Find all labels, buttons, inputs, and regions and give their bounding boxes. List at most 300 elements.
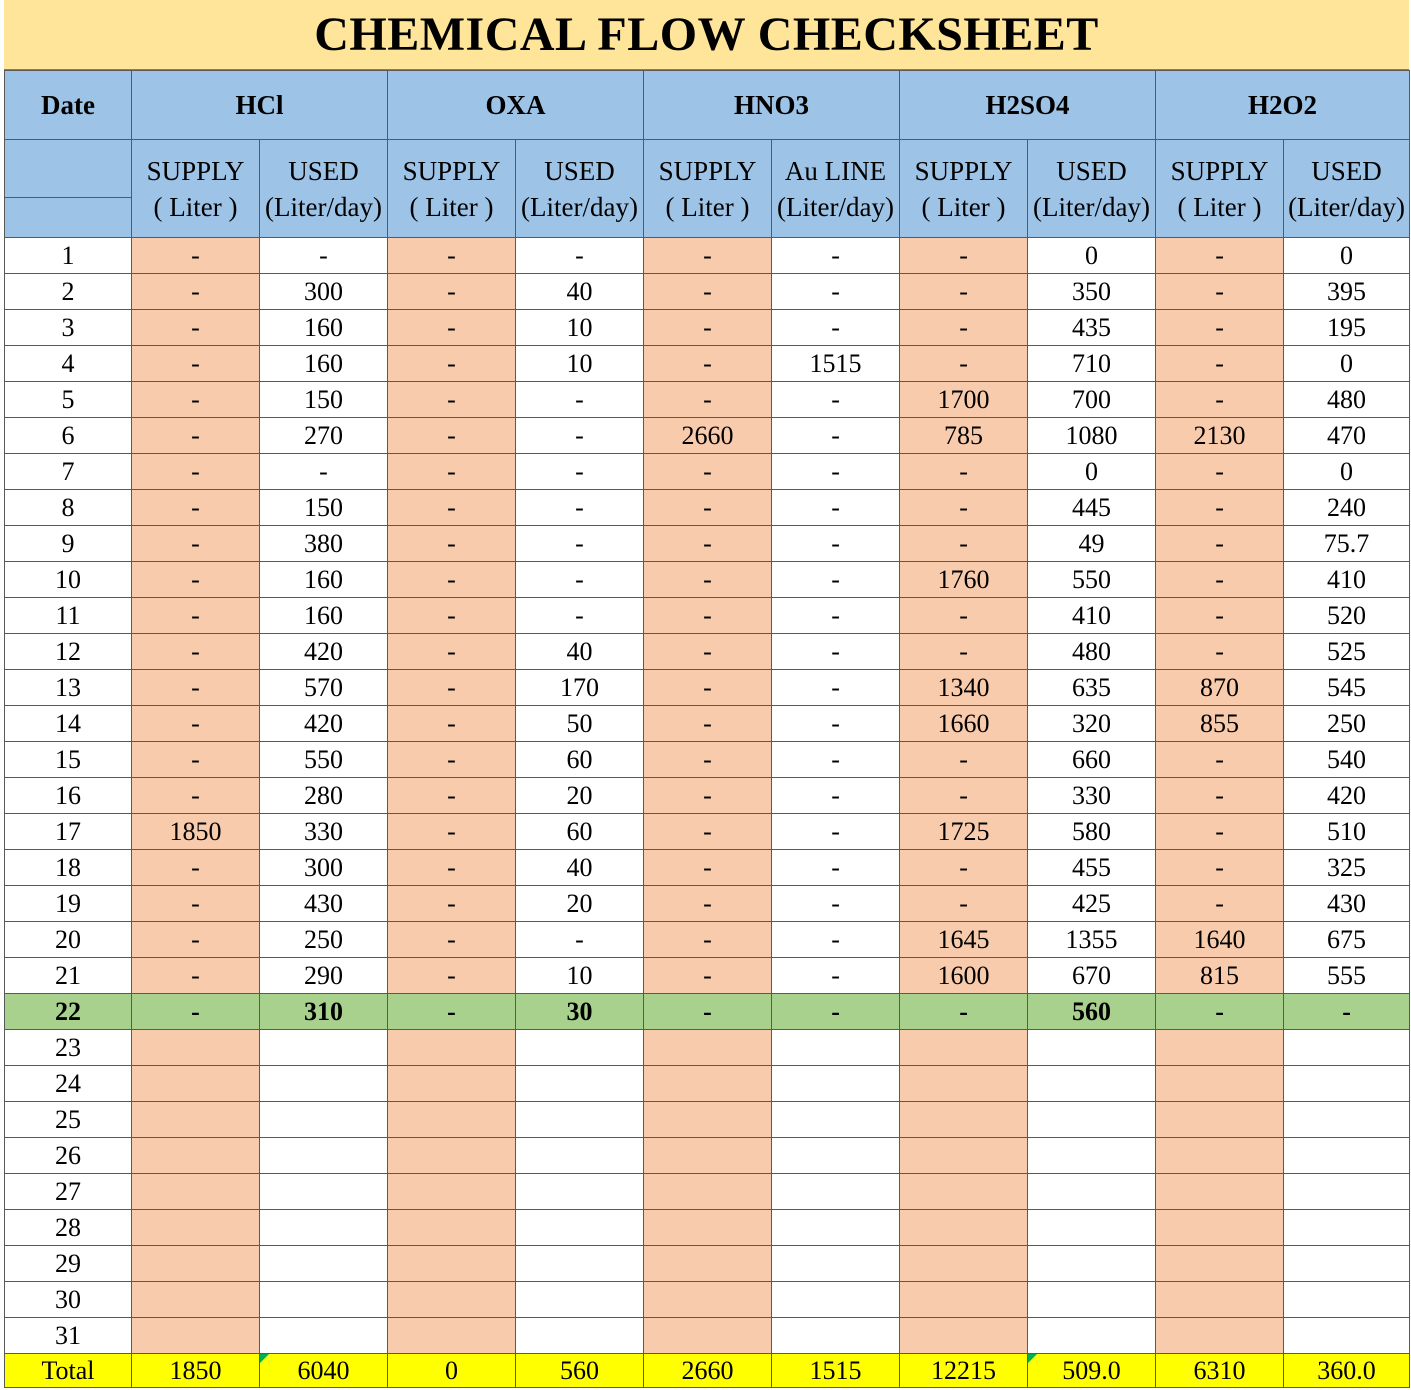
used-cell[interactable] xyxy=(1028,1174,1156,1210)
supply-cell[interactable] xyxy=(132,1282,260,1318)
column-header-1[interactable] xyxy=(260,140,388,238)
used-cell[interactable]: - xyxy=(516,382,644,418)
used-cell[interactable]: 545 xyxy=(1284,670,1410,706)
used-cell[interactable] xyxy=(772,1066,900,1102)
used-cell[interactable]: 330 xyxy=(1028,778,1156,814)
used-cell[interactable]: - xyxy=(772,886,900,922)
used-cell[interactable] xyxy=(772,1282,900,1318)
date-cell[interactable]: 1 xyxy=(5,238,132,274)
used-cell[interactable]: 520 xyxy=(1284,598,1410,634)
supply-cell[interactable] xyxy=(644,1318,772,1354)
supply-cell[interactable] xyxy=(900,1174,1028,1210)
used-cell[interactable]: 0 xyxy=(1284,238,1410,274)
used-cell[interactable]: - xyxy=(772,418,900,454)
supply-cell[interactable]: - xyxy=(644,814,772,850)
supply-cell[interactable] xyxy=(132,1246,260,1282)
supply-cell[interactable]: - xyxy=(1156,526,1284,562)
used-cell[interactable]: 40 xyxy=(516,634,644,670)
used-cell[interactable]: - xyxy=(772,994,900,1030)
supply-cell[interactable] xyxy=(1156,1030,1284,1066)
supply-cell[interactable]: - xyxy=(388,706,516,742)
used-cell[interactable] xyxy=(260,1246,388,1282)
supply-cell[interactable]: - xyxy=(388,562,516,598)
used-cell[interactable]: - xyxy=(772,670,900,706)
used-cell[interactable]: 670 xyxy=(1028,958,1156,994)
supply-cell[interactable]: - xyxy=(132,670,260,706)
used-cell[interactable]: 20 xyxy=(516,886,644,922)
supply-cell[interactable] xyxy=(388,1246,516,1282)
supply-cell[interactable]: 870 xyxy=(1156,670,1284,706)
supply-cell[interactable] xyxy=(388,1030,516,1066)
used-cell[interactable]: - xyxy=(516,526,644,562)
used-cell[interactable]: - xyxy=(772,598,900,634)
used-cell[interactable] xyxy=(1028,1138,1156,1174)
supply-cell[interactable]: 785 xyxy=(900,418,1028,454)
used-cell[interactable]: 430 xyxy=(260,886,388,922)
supply-cell[interactable]: - xyxy=(132,598,260,634)
used-cell[interactable]: - xyxy=(1284,994,1410,1030)
date-cell[interactable]: 19 xyxy=(5,886,132,922)
chemical-header-h2o2[interactable]: H2O2 xyxy=(1156,71,1410,140)
supply-cell[interactable]: - xyxy=(644,742,772,778)
used-cell[interactable]: 480 xyxy=(1284,382,1410,418)
date-cell[interactable]: 25 xyxy=(5,1102,132,1138)
used-cell[interactable]: 470 xyxy=(1284,418,1410,454)
used-cell[interactable] xyxy=(260,1066,388,1102)
date-cell[interactable]: 11 xyxy=(5,598,132,634)
supply-cell[interactable]: - xyxy=(388,670,516,706)
used-cell[interactable] xyxy=(1284,1210,1410,1246)
supply-cell[interactable]: 1640 xyxy=(1156,922,1284,958)
supply-cell[interactable]: - xyxy=(900,490,1028,526)
used-cell[interactable] xyxy=(772,1102,900,1138)
supply-cell[interactable]: - xyxy=(900,598,1028,634)
used-cell[interactable]: - xyxy=(772,814,900,850)
used-cell[interactable]: 160 xyxy=(260,310,388,346)
chemical-header-hno3[interactable]: HNO3 xyxy=(644,71,900,140)
used-cell[interactable] xyxy=(516,1210,644,1246)
used-cell[interactable]: 675 xyxy=(1284,922,1410,958)
supply-cell[interactable] xyxy=(132,1066,260,1102)
date-cell[interactable]: 2 xyxy=(5,274,132,310)
date-header[interactable]: Date xyxy=(5,71,132,140)
used-cell[interactable]: 330 xyxy=(260,814,388,850)
supply-cell[interactable]: - xyxy=(900,526,1028,562)
supply-cell[interactable] xyxy=(132,1318,260,1354)
column-header-9[interactable] xyxy=(1284,140,1410,238)
used-cell[interactable] xyxy=(1284,1138,1410,1174)
supply-cell[interactable]: - xyxy=(900,310,1028,346)
used-cell[interactable]: 480 xyxy=(1028,634,1156,670)
supply-cell[interactable]: - xyxy=(900,994,1028,1030)
supply-cell[interactable] xyxy=(1156,1246,1284,1282)
used-cell[interactable]: 710 xyxy=(1028,346,1156,382)
supply-cell[interactable] xyxy=(388,1282,516,1318)
supply-cell[interactable]: - xyxy=(388,742,516,778)
supply-cell[interactable]: - xyxy=(644,346,772,382)
supply-cell[interactable]: - xyxy=(644,238,772,274)
supply-cell[interactable] xyxy=(900,1102,1028,1138)
supply-cell[interactable]: 1760 xyxy=(900,562,1028,598)
used-cell[interactable]: 75.7 xyxy=(1284,526,1410,562)
supply-cell[interactable]: - xyxy=(132,634,260,670)
total-cell[interactable]: 12215 xyxy=(900,1354,1028,1388)
supply-cell[interactable]: - xyxy=(644,598,772,634)
used-cell[interactable]: - xyxy=(772,850,900,886)
used-cell[interactable]: 290 xyxy=(260,958,388,994)
column-header-2[interactable] xyxy=(388,140,516,238)
supply-cell[interactable]: 1600 xyxy=(900,958,1028,994)
supply-cell[interactable]: - xyxy=(644,958,772,994)
used-cell[interactable]: - xyxy=(772,490,900,526)
total-cell[interactable]: 6310 xyxy=(1156,1354,1284,1388)
used-cell[interactable]: - xyxy=(260,238,388,274)
date-cell[interactable]: 4 xyxy=(5,346,132,382)
used-cell[interactable]: - xyxy=(772,310,900,346)
supply-cell[interactable]: - xyxy=(900,850,1028,886)
date-cell[interactable]: 15 xyxy=(5,742,132,778)
supply-cell[interactable]: - xyxy=(132,274,260,310)
supply-cell[interactable]: - xyxy=(388,958,516,994)
supply-cell[interactable] xyxy=(1156,1174,1284,1210)
supply-cell[interactable]: - xyxy=(132,994,260,1030)
total-cell[interactable]: 1515 xyxy=(772,1354,900,1388)
used-cell[interactable] xyxy=(516,1066,644,1102)
supply-cell[interactable]: - xyxy=(388,490,516,526)
supply-cell[interactable] xyxy=(644,1282,772,1318)
total-cell[interactable]: 560 xyxy=(516,1354,644,1388)
supply-cell[interactable]: 2130 xyxy=(1156,418,1284,454)
used-cell[interactable] xyxy=(1284,1066,1410,1102)
date-cell[interactable]: 9 xyxy=(5,526,132,562)
supply-cell[interactable] xyxy=(1156,1318,1284,1354)
supply-cell[interactable]: - xyxy=(1156,742,1284,778)
supply-cell[interactable]: - xyxy=(388,778,516,814)
date-cell[interactable]: 16 xyxy=(5,778,132,814)
supply-cell[interactable] xyxy=(644,1138,772,1174)
supply-cell[interactable]: - xyxy=(644,850,772,886)
used-cell[interactable] xyxy=(772,1030,900,1066)
supply-cell[interactable] xyxy=(900,1318,1028,1354)
used-cell[interactable]: - xyxy=(772,778,900,814)
supply-cell[interactable]: - xyxy=(132,850,260,886)
supply-cell[interactable]: - xyxy=(644,706,772,742)
used-cell[interactable] xyxy=(1284,1246,1410,1282)
supply-cell[interactable] xyxy=(388,1138,516,1174)
used-cell[interactable]: 560 xyxy=(1028,994,1156,1030)
used-cell[interactable]: 60 xyxy=(516,814,644,850)
date-cell[interactable]: 22 xyxy=(5,994,132,1030)
supply-cell[interactable]: - xyxy=(644,778,772,814)
supply-cell[interactable]: - xyxy=(644,922,772,958)
used-cell[interactable]: 40 xyxy=(516,274,644,310)
supply-cell[interactable]: - xyxy=(388,346,516,382)
date-cell[interactable]: 3 xyxy=(5,310,132,346)
supply-cell[interactable]: - xyxy=(388,814,516,850)
supply-cell[interactable]: - xyxy=(388,634,516,670)
supply-cell[interactable]: - xyxy=(132,238,260,274)
supply-cell[interactable]: - xyxy=(900,238,1028,274)
used-cell[interactable]: 550 xyxy=(1028,562,1156,598)
column-header-8[interactable] xyxy=(1156,140,1284,238)
supply-cell[interactable]: - xyxy=(1156,274,1284,310)
supply-cell[interactable] xyxy=(132,1210,260,1246)
used-cell[interactable]: 60 xyxy=(516,742,644,778)
used-cell[interactable]: 325 xyxy=(1284,850,1410,886)
total-cell[interactable]: 360.0 xyxy=(1284,1354,1410,1388)
column-header-4[interactable] xyxy=(644,140,772,238)
date-cell[interactable]: 27 xyxy=(5,1174,132,1210)
supply-cell[interactable] xyxy=(900,1210,1028,1246)
total-cell[interactable] xyxy=(1028,1354,1156,1388)
used-cell[interactable] xyxy=(1028,1246,1156,1282)
supply-cell[interactable] xyxy=(132,1030,260,1066)
used-cell[interactable]: - xyxy=(772,454,900,490)
date-cell[interactable]: 8 xyxy=(5,490,132,526)
used-cell[interactable]: 540 xyxy=(1284,742,1410,778)
date-cell[interactable]: 29 xyxy=(5,1246,132,1282)
used-cell[interactable]: - xyxy=(772,238,900,274)
date-cell[interactable]: 23 xyxy=(5,1030,132,1066)
supply-cell[interactable] xyxy=(1156,1282,1284,1318)
used-cell[interactable] xyxy=(516,1318,644,1354)
supply-cell[interactable]: 1725 xyxy=(900,814,1028,850)
date-cell[interactable]: 20 xyxy=(5,922,132,958)
used-cell[interactable]: 250 xyxy=(1284,706,1410,742)
used-cell[interactable]: 455 xyxy=(1028,850,1156,886)
used-cell[interactable]: 555 xyxy=(1284,958,1410,994)
used-cell[interactable]: 350 xyxy=(1028,274,1156,310)
supply-cell[interactable]: - xyxy=(1156,778,1284,814)
used-cell[interactable] xyxy=(260,1030,388,1066)
date-cell[interactable]: 24 xyxy=(5,1066,132,1102)
supply-cell[interactable]: - xyxy=(1156,886,1284,922)
date-subheader-cell[interactable] xyxy=(5,140,132,238)
supply-cell[interactable]: - xyxy=(644,490,772,526)
used-cell[interactable] xyxy=(1028,1210,1156,1246)
used-cell[interactable]: 1080 xyxy=(1028,418,1156,454)
chemical-header-h2so4[interactable]: H2SO4 xyxy=(900,71,1156,140)
supply-cell[interactable]: - xyxy=(132,454,260,490)
total-cell[interactable]: 2660 xyxy=(644,1354,772,1388)
used-cell[interactable]: 410 xyxy=(1284,562,1410,598)
used-cell[interactable]: 410 xyxy=(1028,598,1156,634)
used-cell[interactable]: 10 xyxy=(516,958,644,994)
supply-cell[interactable]: - xyxy=(132,958,260,994)
used-cell[interactable]: 320 xyxy=(1028,706,1156,742)
supply-cell[interactable]: - xyxy=(388,598,516,634)
used-cell[interactable]: 10 xyxy=(516,346,644,382)
supply-cell[interactable]: - xyxy=(132,922,260,958)
used-cell[interactable] xyxy=(516,1102,644,1138)
used-cell[interactable]: 1515 xyxy=(772,346,900,382)
supply-cell[interactable]: - xyxy=(132,526,260,562)
used-cell[interactable]: - xyxy=(516,922,644,958)
supply-cell[interactable]: 855 xyxy=(1156,706,1284,742)
supply-cell[interactable]: - xyxy=(1156,994,1284,1030)
used-cell[interactable]: 49 xyxy=(1028,526,1156,562)
supply-cell[interactable]: - xyxy=(132,346,260,382)
used-cell[interactable] xyxy=(772,1174,900,1210)
used-cell[interactable]: 420 xyxy=(260,706,388,742)
used-cell[interactable] xyxy=(516,1030,644,1066)
supply-cell[interactable]: - xyxy=(388,454,516,490)
supply-cell[interactable]: - xyxy=(1156,310,1284,346)
used-cell[interactable]: 580 xyxy=(1028,814,1156,850)
used-cell[interactable]: 300 xyxy=(260,850,388,886)
used-cell[interactable]: 525 xyxy=(1284,634,1410,670)
used-cell[interactable]: 150 xyxy=(260,490,388,526)
used-cell[interactable]: 395 xyxy=(1284,274,1410,310)
supply-cell[interactable] xyxy=(900,1030,1028,1066)
used-cell[interactable] xyxy=(1028,1030,1156,1066)
used-cell[interactable] xyxy=(1028,1066,1156,1102)
used-cell[interactable]: 160 xyxy=(260,562,388,598)
supply-cell[interactable]: - xyxy=(900,778,1028,814)
used-cell[interactable]: 0 xyxy=(1284,454,1410,490)
used-cell[interactable]: 280 xyxy=(260,778,388,814)
supply-cell[interactable]: 2660 xyxy=(644,418,772,454)
supply-cell[interactable] xyxy=(388,1102,516,1138)
used-cell[interactable]: - xyxy=(516,418,644,454)
supply-cell[interactable]: 1645 xyxy=(900,922,1028,958)
used-cell[interactable]: 270 xyxy=(260,418,388,454)
supply-cell[interactable] xyxy=(644,1174,772,1210)
used-cell[interactable]: 250 xyxy=(260,922,388,958)
date-cell[interactable]: 26 xyxy=(5,1138,132,1174)
used-cell[interactable]: - xyxy=(772,742,900,778)
supply-cell[interactable]: 1850 xyxy=(132,814,260,850)
column-header-7[interactable] xyxy=(1028,140,1156,238)
used-cell[interactable] xyxy=(260,1174,388,1210)
used-cell[interactable] xyxy=(1284,1318,1410,1354)
supply-cell[interactable]: - xyxy=(132,310,260,346)
used-cell[interactable]: 435 xyxy=(1028,310,1156,346)
used-cell[interactable]: 170 xyxy=(516,670,644,706)
supply-cell[interactable] xyxy=(644,1066,772,1102)
date-cell[interactable]: 10 xyxy=(5,562,132,598)
supply-cell[interactable]: - xyxy=(132,490,260,526)
total-cell[interactable]: 0 xyxy=(388,1354,516,1388)
supply-cell[interactable]: - xyxy=(644,994,772,1030)
used-cell[interactable]: - xyxy=(772,958,900,994)
used-cell[interactable]: 240 xyxy=(1284,490,1410,526)
used-cell[interactable] xyxy=(516,1138,644,1174)
supply-cell[interactable]: - xyxy=(132,742,260,778)
supply-cell[interactable] xyxy=(1156,1066,1284,1102)
used-cell[interactable]: 550 xyxy=(260,742,388,778)
date-cell[interactable]: 28 xyxy=(5,1210,132,1246)
supply-cell[interactable] xyxy=(644,1030,772,1066)
used-cell[interactable]: 0 xyxy=(1028,238,1156,274)
supply-cell[interactable]: - xyxy=(388,418,516,454)
supply-cell[interactable] xyxy=(388,1210,516,1246)
used-cell[interactable]: 30 xyxy=(516,994,644,1030)
used-cell[interactable] xyxy=(260,1318,388,1354)
date-cell[interactable]: 30 xyxy=(5,1282,132,1318)
supply-cell[interactable]: - xyxy=(1156,346,1284,382)
supply-cell[interactable]: - xyxy=(1156,562,1284,598)
supply-cell[interactable]: - xyxy=(1156,598,1284,634)
supply-cell[interactable]: - xyxy=(132,418,260,454)
used-cell[interactable]: - xyxy=(772,634,900,670)
supply-cell[interactable]: - xyxy=(1156,238,1284,274)
date-cell[interactable]: 18 xyxy=(5,850,132,886)
used-cell[interactable]: 40 xyxy=(516,850,644,886)
supply-cell[interactable]: 1340 xyxy=(900,670,1028,706)
used-cell[interactable]: - xyxy=(772,274,900,310)
used-cell[interactable]: - xyxy=(772,526,900,562)
used-cell[interactable]: - xyxy=(516,598,644,634)
used-cell[interactable]: 420 xyxy=(260,634,388,670)
supply-cell[interactable]: - xyxy=(132,706,260,742)
supply-cell[interactable]: - xyxy=(132,382,260,418)
supply-cell[interactable]: - xyxy=(388,310,516,346)
used-cell[interactable]: 195 xyxy=(1284,310,1410,346)
supply-cell[interactable]: - xyxy=(388,994,516,1030)
used-cell[interactable] xyxy=(260,1282,388,1318)
supply-cell[interactable]: - xyxy=(388,382,516,418)
used-cell[interactable]: 160 xyxy=(260,598,388,634)
supply-cell[interactable]: - xyxy=(132,886,260,922)
used-cell[interactable] xyxy=(1284,1174,1410,1210)
supply-cell[interactable]: - xyxy=(388,922,516,958)
supply-cell[interactable]: 1660 xyxy=(900,706,1028,742)
used-cell[interactable]: 660 xyxy=(1028,742,1156,778)
used-cell[interactable] xyxy=(1028,1318,1156,1354)
supply-cell[interactable]: - xyxy=(644,310,772,346)
total-label[interactable]: Total xyxy=(5,1354,132,1388)
used-cell[interactable]: - xyxy=(772,382,900,418)
used-cell[interactable]: 425 xyxy=(1028,886,1156,922)
supply-cell[interactable] xyxy=(1156,1102,1284,1138)
supply-cell[interactable]: - xyxy=(388,526,516,562)
supply-cell[interactable] xyxy=(1156,1138,1284,1174)
used-cell[interactable] xyxy=(772,1246,900,1282)
date-cell[interactable]: 7 xyxy=(5,454,132,490)
column-header-5[interactable] xyxy=(772,140,900,238)
used-cell[interactable]: 0 xyxy=(1028,454,1156,490)
used-cell[interactable]: 150 xyxy=(260,382,388,418)
supply-cell[interactable]: - xyxy=(900,346,1028,382)
supply-cell[interactable]: - xyxy=(1156,490,1284,526)
used-cell[interactable]: 50 xyxy=(516,706,644,742)
date-cell[interactable]: 21 xyxy=(5,958,132,994)
supply-cell[interactable] xyxy=(132,1138,260,1174)
supply-cell[interactable] xyxy=(1156,1210,1284,1246)
supply-cell[interactable]: - xyxy=(644,562,772,598)
date-cell[interactable]: 31 xyxy=(5,1318,132,1354)
used-cell[interactable] xyxy=(1284,1030,1410,1066)
used-cell[interactable] xyxy=(772,1318,900,1354)
used-cell[interactable] xyxy=(260,1138,388,1174)
date-cell[interactable]: 5 xyxy=(5,382,132,418)
supply-cell[interactable]: - xyxy=(900,274,1028,310)
used-cell[interactable]: - xyxy=(516,238,644,274)
used-cell[interactable]: 0 xyxy=(1284,346,1410,382)
used-cell[interactable]: 1355 xyxy=(1028,922,1156,958)
used-cell[interactable]: 20 xyxy=(516,778,644,814)
supply-cell[interactable] xyxy=(644,1246,772,1282)
supply-cell[interactable] xyxy=(132,1174,260,1210)
supply-cell[interactable]: - xyxy=(644,454,772,490)
used-cell[interactable]: 445 xyxy=(1028,490,1156,526)
used-cell[interactable]: - xyxy=(772,706,900,742)
column-header-3[interactable] xyxy=(516,140,644,238)
used-cell[interactable] xyxy=(1028,1102,1156,1138)
used-cell[interactable]: 380 xyxy=(260,526,388,562)
supply-cell[interactable]: - xyxy=(388,886,516,922)
